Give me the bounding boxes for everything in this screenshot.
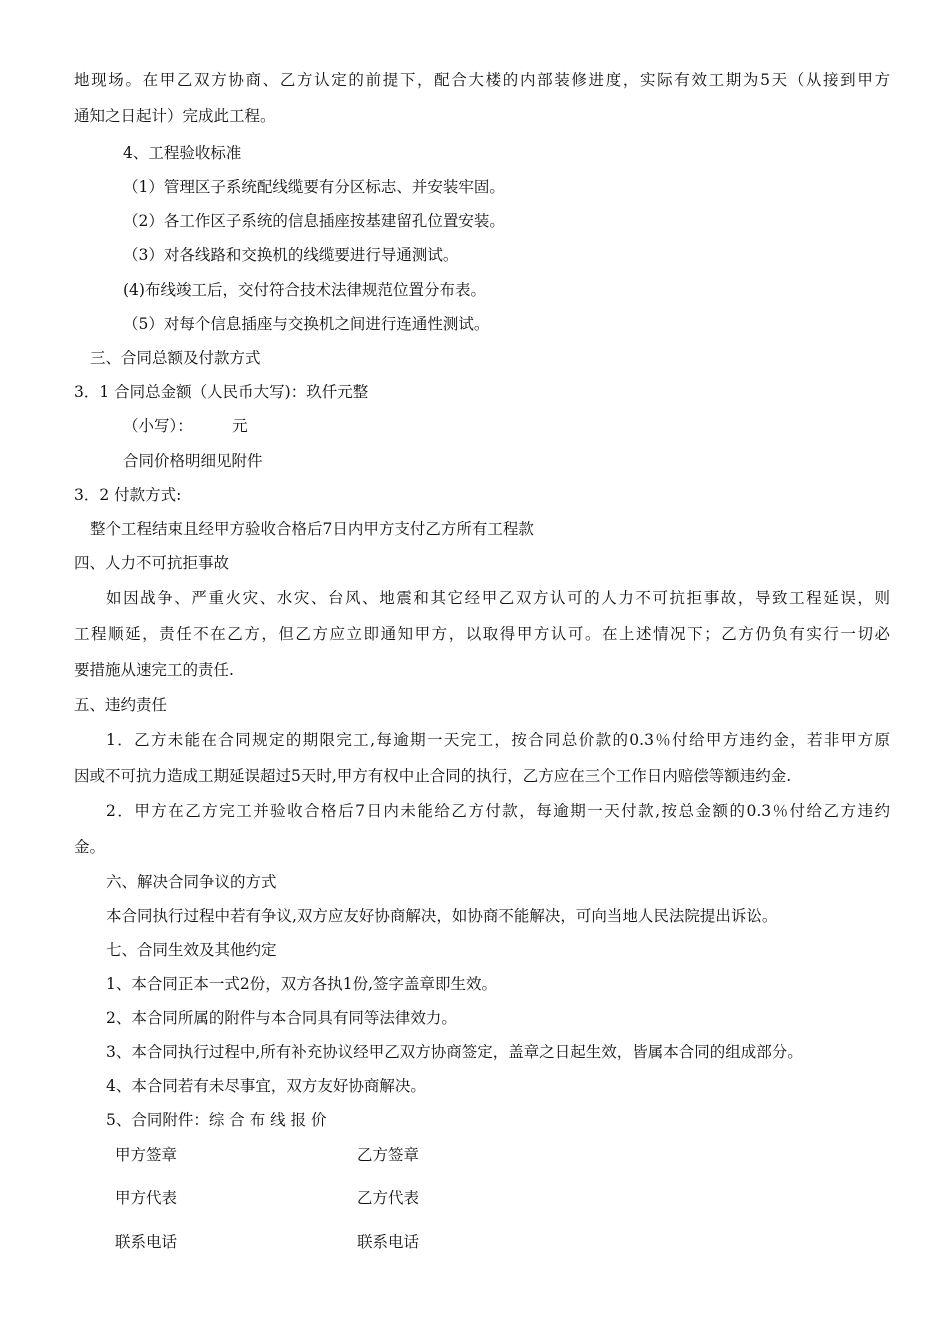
paragraph-line: 如因战争、严重火灾、水灾、台风、地震和其它经甲乙双方认可的人力不可抗拒事故，导致工程延误，则 — [106, 589, 890, 607]
party-a-phone-label: 联系电话 — [115, 1233, 178, 1251]
paragraph-line: 因或不可抗力造成工期延误超过5天时,甲方有权中止合同的执行，乙方应在三个工作日内赔偿等额违约金. — [74, 767, 792, 785]
paragraph-line: 1．乙方未能在合同规定的期限完工,每逾期一天完工，按合同总价款的0.3％付给甲方违约金，若非甲方原 — [106, 731, 890, 749]
paragraph-line: 本合同执行过程中若有争议,双方应友好协商解决，如协商不能解决，可向当地人民法院提出诉讼。 — [106, 907, 778, 925]
paragraph-line: 地现场。在甲乙双方协商、乙方认定的前提下，配合大楼的内部装修进度，实际有效工期为5天（从接到甲方 — [74, 71, 890, 89]
paragraph-line: 金。 — [74, 838, 106, 856]
list-item: (4)布线竣工后，交付符合技术法律规范位置分布表。 — [123, 281, 486, 299]
paragraph-line: 工程顺延，责任不在乙方，但乙方应立即通知甲方，以取得甲方认可。在上述情况下；乙方仍负有实行一切必 — [74, 625, 890, 643]
section-heading: 六、解决合同争议的方式 — [106, 873, 277, 891]
clause-line: （小写）： 元 — [123, 417, 248, 435]
list-item: （5）对每个信息插座与交换机之间进行连通性测试。 — [123, 315, 490, 333]
section-heading: 4、工程验收标准 — [123, 144, 242, 162]
party-a-seal-label: 甲方签章 — [115, 1146, 178, 1164]
section-heading: 三、合同总额及付款方式 — [90, 349, 261, 367]
list-item: （1）管理区子系统配线缆要有分区标志、并安装牢固。 — [123, 178, 505, 196]
section-heading: 七、合同生效及其他约定 — [106, 941, 277, 959]
clause-line: 3．2 付款方式: — [74, 486, 182, 504]
party-a-representative-label: 甲方代表 — [115, 1189, 178, 1207]
list-item: （3）对各线路和交换机的线缆要进行导通测试。 — [123, 246, 459, 264]
paragraph-line: 要措施从速完工的责任. — [74, 661, 234, 679]
section-heading: 五、违约责任 — [74, 696, 168, 714]
clause-line: 3．1 合同总金额（人民币大写)：玖仟元整 — [74, 383, 369, 401]
paragraph-line: 通知之日起计）完成此工程。 — [74, 107, 276, 125]
clause-line: 合同价格明细见附件 — [123, 452, 263, 470]
list-item: 5、合同附件：综 合 布 线 报 价 — [106, 1111, 327, 1129]
list-item: 1、本合同正本一式2份，双方各执1份,签字盖章即生效。 — [106, 975, 498, 993]
list-item: 3、本合同执行过程中,所有补充协议经甲乙双方协商签定，盖章之日起生效，皆属本合同的组成部分。 — [106, 1043, 803, 1061]
party-b-representative-label: 乙方代表 — [357, 1189, 420, 1207]
party-b-seal-label: 乙方签章 — [357, 1146, 420, 1164]
list-item: 4、本合同若有未尽事宜，双方友好协商解决。 — [106, 1077, 426, 1095]
clause-line: 整个工程结束且经甲方验收合格后7日内甲方支付乙方所有工程款 — [90, 520, 534, 538]
section-heading: 四、人力不可抗拒事故 — [74, 554, 230, 572]
paragraph-line: 2．甲方在乙方完工并验收合格后7日内未能给乙方付款，每逾期一天付款,按总金额的0.3％付给乙方违约 — [106, 802, 890, 820]
party-b-phone-label: 联系电话 — [357, 1233, 420, 1251]
list-item: （2）各工作区子系统的信息插座按基建留孔位置安装。 — [123, 212, 505, 230]
list-item: 2、本合同所属的附件与本合同具有同等法律效力。 — [106, 1009, 457, 1027]
